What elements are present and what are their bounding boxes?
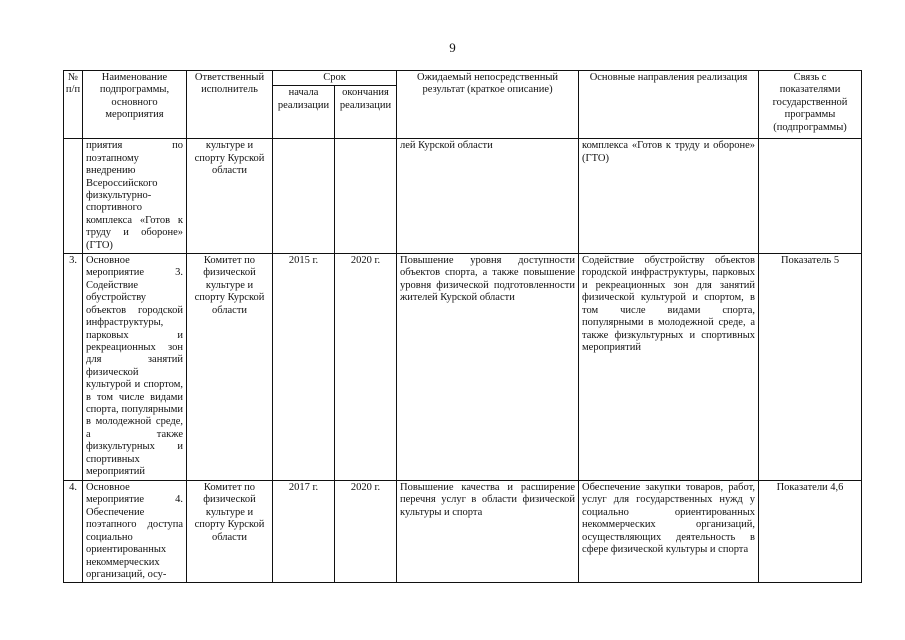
row-link [759, 139, 862, 254]
row-num: 4. [64, 481, 83, 583]
header-num: № п/п [64, 71, 83, 139]
table-row [64, 481, 862, 583]
header-responsible: Ответственный исполнитель [187, 71, 273, 139]
header-name: Наименование подпрограммы, основного мероприятия [83, 71, 187, 139]
row-start [273, 139, 335, 254]
row-responsible: Комитет по физической культуре и спорту Курской области [187, 481, 273, 583]
row-name: Основное мероприятие 3. Содействие обустройству объектов городской инфраструктуры, парковых и рекреационных зон для занятий физической культурой и спортом, в том числе видами спорта, популярными в молодежной среде, а также физкультурных и спортивных мероприятий [83, 254, 187, 481]
row-start: 2015 г. [273, 254, 335, 481]
row-end: 2020 г. [335, 481, 397, 583]
header-row [64, 71, 862, 86]
row-directions: Содействие обустройству объектов городской инфраструктуры, парковых и рекреационных зон для занятий физической культурой и спортом, в том числе видами спорта, популярными в молодежной среде, а также физкультурных и спортивных мероприятий [579, 254, 759, 481]
row-responsible: Комитет по физической культуре и спорту Курской области [187, 254, 273, 481]
row-start: 2017 г. [273, 481, 335, 583]
header-end: окончания реализации [335, 86, 397, 139]
row-responsible: культуре и спорту Курской области [187, 139, 273, 254]
program-table [63, 70, 862, 583]
row-directions: Обеспечение закупки товаров, работ, услуг для государственных нужд у социально ориентированных некоммерческих организаций, осуществляющих деятельность в сфере физической культуры и спорта [579, 481, 759, 583]
row-end: 2020 г. [335, 254, 397, 481]
row-num: 3. [64, 254, 83, 481]
row-result: Повышение уровня доступности объектов спорта, а также повышение уровня физической подготовленности жителей Курской области [397, 254, 579, 481]
row-num [64, 139, 83, 254]
table-row [64, 254, 862, 481]
table-row [64, 139, 862, 254]
header-result: Ожидаемый непосредственный результат (краткое описание) [397, 71, 579, 139]
header-start: начала реализации [273, 86, 335, 139]
header-term: Срок [273, 71, 397, 86]
header-directions: Основные направления реализация [579, 71, 759, 139]
row-link: Показатели 4,6 [759, 481, 862, 583]
header-link: Связь с показателями государственной программы (подпрограммы) [759, 71, 862, 139]
row-name: приятия по поэтапному внедрению Всероссийского физкультурно-спортивного комплекса «Готов к труду и обороне» (ГТО) [83, 139, 187, 254]
row-name: Основное мероприятие 4. Обеспечение поэтапного доступа социально ориентированных некоммерческих организаций, осу- [83, 481, 187, 583]
page-number: 9 [449, 40, 456, 55]
row-result: лей Курской области [397, 139, 579, 254]
row-link: Показатель 5 [759, 254, 862, 481]
row-directions: комплекса «Готов к труду и обороне» (ГТО) [579, 139, 759, 254]
row-end [335, 139, 397, 254]
row-result: Повышение качества и расширение перечня услуг в области физической культуры и спорта [397, 481, 579, 583]
